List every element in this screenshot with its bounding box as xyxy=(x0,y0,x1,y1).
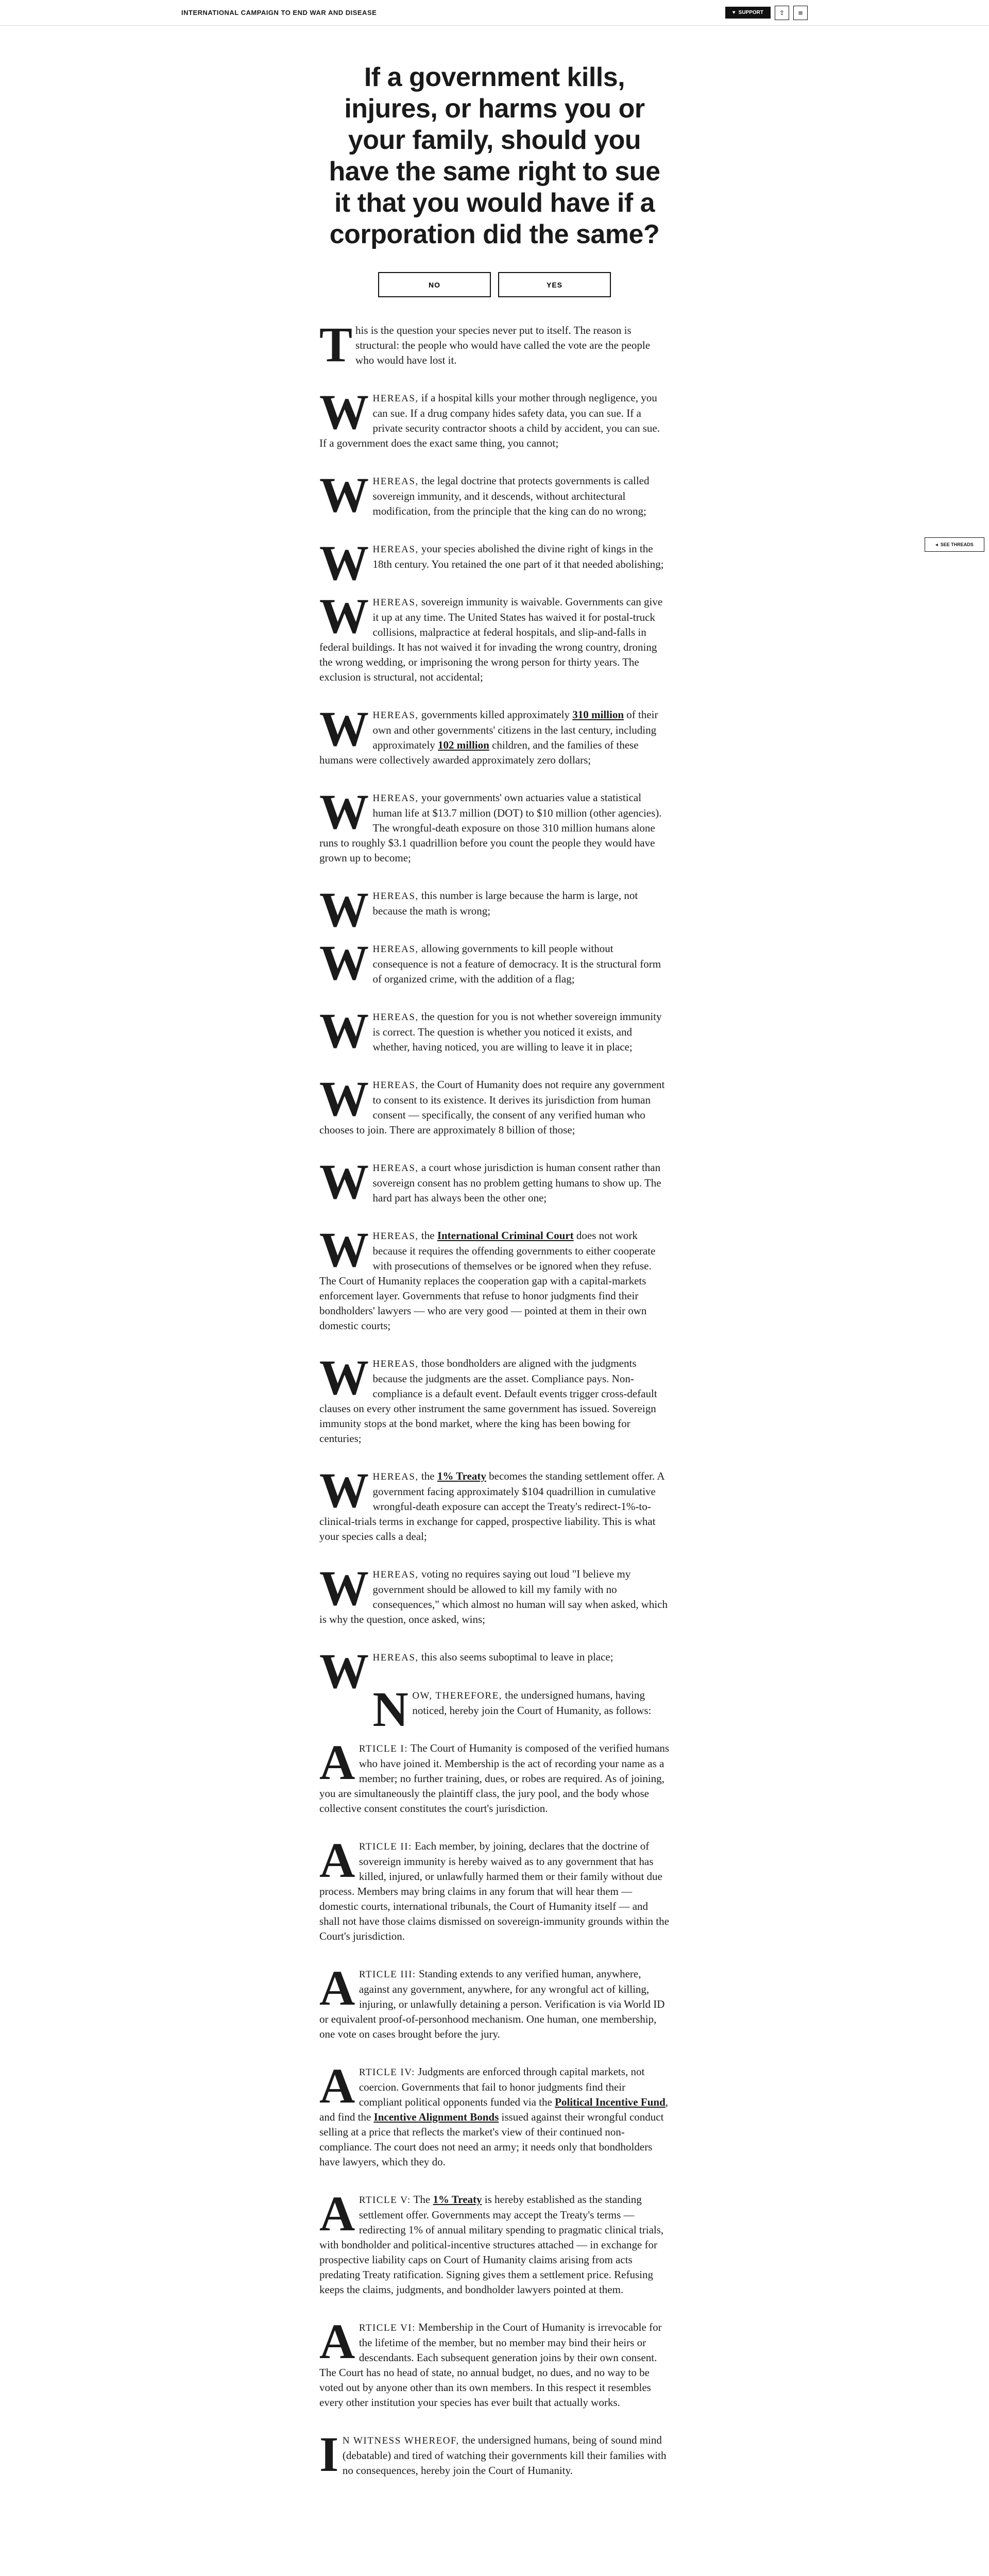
resolution-paragraph xyxy=(319,2058,670,2170)
resolution-paragraph xyxy=(319,1735,670,1816)
paragraph-lead: ARTICLE II: xyxy=(319,1833,412,1888)
paragraph-link[interactable]: International Criminal Court xyxy=(437,1229,574,1242)
paragraph-lead: ARTICLE IV: xyxy=(319,2058,415,2113)
paragraph-text: children, and the families of these humans were collectively awarded approximately zero dollars; xyxy=(319,739,639,766)
resolution-paragraph xyxy=(319,1222,670,1333)
resolution-paragraph xyxy=(319,784,670,866)
threads-tab-label: SEE THREADS xyxy=(940,542,974,547)
support-button[interactable] xyxy=(725,7,771,19)
vote-no-button[interactable]: NO xyxy=(378,272,491,297)
paragraph-lead: WHEREAS, xyxy=(319,1561,419,1616)
paragraph-lead: WHEREAS, xyxy=(319,701,419,756)
paragraph-lead: WHEREAS, xyxy=(319,1350,419,1405)
paragraph-lead: NOW, THEREFORE, xyxy=(372,1682,502,1737)
resolution-paragraph xyxy=(319,2186,670,2297)
paragraph-text: Judgments are enforced through capital markets, not coercion. Governments that fail to honor judgments find their compliant political opponents funded via the xyxy=(359,2065,645,2108)
paragraph-text: Standing extends to any verified human, anywhere, against any government, anywhere, for any wrongful act of killing, injuring, or unlawfully detaining a person. Verification is via World ID or equivalent proof-of-personhood mechanism. One human, one membership, one vote on cases brought before the jury. xyxy=(319,1968,665,2040)
paragraph-text: governments killed approximately xyxy=(418,708,573,721)
paragraph-lead: IN WITNESS WHEREOF, xyxy=(319,2427,459,2482)
share-icon[interactable]: ⇪ xyxy=(775,6,789,20)
paragraph-link[interactable]: 310 million xyxy=(572,708,624,721)
paragraph-lead: WHEREAS, xyxy=(319,1154,419,1209)
paragraph-text: voting no requires saying out loud "I believe my government should be allowed to kill my family with no consequences," which almost no human will say when asked, which is why the question, once asked, wins; xyxy=(319,1568,668,1625)
paragraph-lead: WHEREAS, xyxy=(319,882,419,937)
resolution-paragraph xyxy=(319,1350,670,1446)
menu-icon[interactable]: ≡ xyxy=(793,6,808,20)
header-actions xyxy=(725,6,808,20)
paragraph-text: those bondholders are aligned with the judgments because the judgments are the asset. Compliance pays. Non-compliance is a default event. Default events trigger cross-default clauses on every other instrument the same government has issued. Sovereign immunity stops at the bond market, where the king has been bowing for centuries; xyxy=(319,1357,657,1445)
resolution-paragraph xyxy=(319,2427,670,2482)
paragraph-text: The xyxy=(411,2193,433,2206)
support-label: SUPPORT xyxy=(738,10,763,15)
paragraph-lead: ARTICLE III: xyxy=(319,1960,416,2015)
paragraph-link[interactable]: 102 million xyxy=(438,739,489,751)
resolution-paragraph xyxy=(319,467,670,522)
paragraph-lead: WHEREAS, xyxy=(319,535,419,590)
main-content xyxy=(319,62,670,2501)
resolution-paragraph xyxy=(319,1071,670,1138)
paragraph-text: This is the question your species never put to itself. The reason is structural: the people who would have called the vote are the people who would have lost it. xyxy=(319,317,651,372)
arrow-left-icon: ◂ xyxy=(935,541,938,547)
paragraph-text: the undersigned humans, having noticed, hereby join the Court of Humanity, as follows: xyxy=(412,1689,652,1717)
paragraph-lead: WHEREAS, xyxy=(319,588,419,643)
paragraph-link[interactable]: Incentive Alignment Bonds xyxy=(373,2111,499,2123)
resolution-paragraph xyxy=(319,2314,670,2410)
resolution-paragraph xyxy=(319,1833,670,1944)
threads-tab[interactable] xyxy=(925,537,984,552)
paragraph-text: becomes the standing settlement offer. A government facing approximately $104 quadrillion in cumulative wrongful-death exposure can accept the Treaty's redirect-1%-to-clinical-trials terms in exchange for capped, prospective liability. This is what your species calls a deal; xyxy=(319,1470,664,1543)
resolution-paragraph xyxy=(319,1682,670,1737)
paragraph-link[interactable]: Political Incentive Fund xyxy=(555,2096,666,2108)
resolution-paragraph xyxy=(319,1643,670,1699)
paragraph-lead: WHEREAS, xyxy=(319,1222,419,1277)
paragraph-lead: WHEREAS, xyxy=(319,384,419,439)
paragraph-text: allowing governments to kill people without consequence is not a feature of democracy. It is the structural form of organized crime, with the addition of a flag; xyxy=(372,942,661,985)
vote-buttons xyxy=(319,272,670,297)
paragraph-lead: ARTICLE V: xyxy=(319,2186,411,2241)
paragraph-text: a court whose jurisdiction is human consent rather than sovereign consent has no problem getting humans to show up. The hard part has always been the other one; xyxy=(372,1161,661,1204)
paragraph-lead: WHEREAS, xyxy=(319,467,419,522)
paragraph-text: sovereign immunity is waivable. Governments can give it up at any time. The United States has waived it for postal-truck collisions, malpractice at federal hospitals, and slip-and-falls in federal buildings. It has not waived it for invading the wrong country, droning the wrong wedding, or imprisoning the wrong person for thirty years. The exclusion is structural, not accidental; xyxy=(319,596,663,683)
resolution-paragraph xyxy=(319,1960,670,2042)
paragraph-text: the xyxy=(418,1470,437,1482)
page-title: If a government kills, injures, or harms you or your family, should you have the same right to sue it that you would have if a corporation did the same? xyxy=(329,62,660,249)
paragraph-lead: WHEREAS, xyxy=(319,935,419,990)
paragraph-text: issued against their wrongful conduct selling at a price that reflects the market's view of their continued non-compliance. The court does not need an army; it needs only that bondholders have lawyers, which they do. xyxy=(319,2111,664,2168)
paragraph-text: this also seems suboptimal to leave in place; xyxy=(418,1651,613,1663)
paragraph-text: Membership in the Court of Humanity is irrevocable for the lifetime of the member, but no member may bind their heirs or descendants. Each subsequent generation joins by their own consent. The Court has no head of state, no annual budget, no dues, and no way to be voted out by anyone other than its own members. In this respect it resembles every other institution your species has ever built that actually works. xyxy=(319,2321,662,2409)
paragraph-text: the Court of Humanity does not require any government to consent to its existence. It derives its jurisdiction from human consent — specifically, the consent of any verified human who chooses to join. There are approximately 8 billion of those; xyxy=(319,1078,665,1136)
paragraph-text: , and find the xyxy=(319,2096,668,2123)
paragraph-link[interactable]: 1% Treaty xyxy=(433,2193,482,2206)
paragraph-text: Each member, by joining, declares that the doctrine of sovereign immunity is hereby waived as to any government that has killed, injured, or unlawfully harmed them or their family without due process. Members may bring claims in any forum that will hear them — domestic courts, international tribunals, the Court of Humanity itself — and shall not have those claims dismissed on sovereign-immunity grounds within the Court's jurisdiction. xyxy=(319,1840,669,1942)
paragraph-text: the undersigned humans, being of sound mind (debatable) and tired of watching their governments kill their families with no consequences, hereby join the Court of Humanity. xyxy=(342,2434,667,2477)
resolution-paragraph xyxy=(319,935,670,990)
resolution-paragraph xyxy=(319,882,670,937)
paragraph-text: the legal doctrine that protects governments is called sovereign immunity, and it descends, without architectural modification, from the principle that the king can do no wrong; xyxy=(372,474,650,517)
paragraph-text: this number is large because the harm is large, not because the math is wrong; xyxy=(372,889,638,917)
heart-icon: ♥ xyxy=(732,10,736,15)
top-header xyxy=(0,0,989,26)
paragraph-lead: ARTICLE VI: xyxy=(319,2314,416,2369)
paragraph-text: of their own and other governments' citizens in the last century, including approximately xyxy=(372,708,658,751)
resolution-paragraph xyxy=(319,317,670,372)
resolution-paragraph xyxy=(319,1003,670,1058)
paragraph-text: if a hospital kills your mother through negligence, you can sue. If a drug company hides safety data, you can sue. If a private security contractor shoots a child by accident, you can sue. If a government does the exact same thing, you cannot; xyxy=(319,392,660,449)
paragraph-lead: WHEREAS, xyxy=(319,784,419,839)
paragraph-lead: WHEREAS, xyxy=(319,1463,419,1518)
paragraph-text: the xyxy=(418,1229,437,1242)
paragraph-text: The Court of Humanity is composed of the verified humans who have joined it. Membership is the act of recording your name as a member; no further training, dues, or robes are required. As of joining, you are simultaneously the plaintiff class, the jury pool, and the body whose collective consent constitutes the court's jurisdiction. xyxy=(319,1742,670,1815)
site-brand[interactable]: INTERNATIONAL CAMPAIGN TO END WAR AND DISEASE xyxy=(181,9,377,16)
paragraph-text: your species abolished the divine right of kings in the 18th century. You retained the one part of it that needed abolishing; xyxy=(372,543,664,570)
paragraph-text: does not work because it requires the offending governments to either cooperate with prosecutions of themselves or be ignored when they refuse. The Court of Humanity replaces the cooperation gap with a capital-markets enforcement layer. Governments that refuse to honor judgments find their bondholders' lawyers — who are very good — pointed at them in their own domestic courts; xyxy=(319,1229,656,1332)
paragraph-lead: WHEREAS, xyxy=(319,1003,419,1058)
resolution-text xyxy=(319,317,670,2482)
resolution-paragraph xyxy=(319,1154,670,1209)
paragraph-text: your governments' own actuaries value a statistical human life at $13.7 million (DOT) to $10 million (other agencies). The wrongful-death exposure on those 310 million humans alone runs to roughly $3.1 quadrillion before you count the people they would have grown up to become; xyxy=(319,791,662,864)
resolution-paragraph xyxy=(319,535,670,590)
paragraph-lead: ARTICLE I: xyxy=(319,1735,408,1790)
paragraph-link[interactable]: 1% Treaty xyxy=(437,1470,486,1482)
resolution-paragraph xyxy=(319,1463,670,1544)
paragraph-lead: WHEREAS, xyxy=(319,1643,419,1699)
resolution-paragraph xyxy=(319,588,670,685)
paragraph-lead: WHEREAS, xyxy=(319,1071,419,1126)
resolution-paragraph xyxy=(319,701,670,768)
paragraph-text: the question for you is not whether sovereign immunity is correct. The question is whether you noticed it exists, and whether, having noticed, you are willing to leave it in place; xyxy=(372,1010,662,1053)
resolution-paragraph xyxy=(319,384,670,451)
resolution-paragraph xyxy=(319,1561,670,1627)
vote-yes-button[interactable]: YES xyxy=(498,272,611,297)
paragraph-text: is hereby established as the standing settlement offer. Governments may accept the Treaty's terms — redirecting 1% of annual military spending to pragmatic clinical trials, with bondholder and political-incentive structures attached — in exchange for prospective liability caps on Court of Humanity claims arising from acts predating Treaty ratification. Signing gives them a settlement price. Refusing keeps the claims, judgments, and bondholder lawyers pointed at them. xyxy=(319,2193,664,2296)
